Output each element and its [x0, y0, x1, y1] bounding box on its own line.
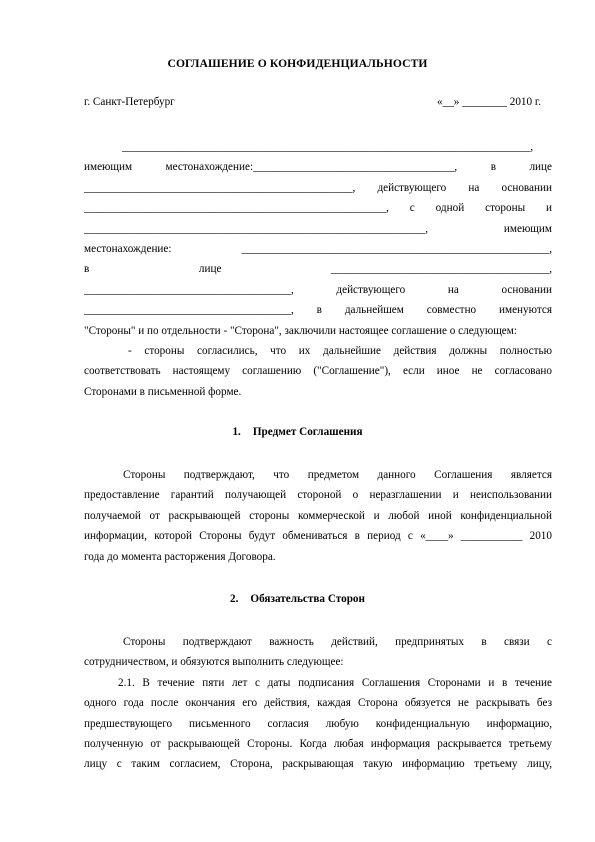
text-line: полученную от раскрывающей Стороны. Когда любая информация раскрывается третьему [84, 737, 552, 750]
section-1-paragraph [84, 465, 552, 567]
preamble-paragraph [84, 341, 552, 402]
text-line: предшествующего письменного согласия любую конфиденциальную информацию, [84, 717, 552, 730]
section-number: 2. [230, 593, 239, 605]
section-title: Обязательства Сторон [250, 593, 365, 605]
section-1-heading [0, 426, 595, 438]
text-line: 2.1. В течение пяти лет с даты подписания Соглашения Сторонами и в течение [118, 676, 552, 689]
text-line: Стороны подтверждают важность действий, предпринятых в связи с [123, 636, 552, 648]
text-line: ________________________________________________, действующего на основании [84, 181, 552, 194]
text-line: предоставление гарантий получающей стороной о неразглашении и неиспользовании [84, 489, 552, 502]
parties-paragraph [84, 137, 552, 341]
text-line: сотрудничеством, и обязуются выполнить следующее: [84, 656, 344, 669]
text-line: имеющим местонахождение:____________________________________, в лице [84, 161, 552, 174]
text-line: соответствовать настоящему соглашению ("Соглашение"), если иное не согласовано [84, 365, 552, 378]
text-line: "Стороны" и по отдельности - "Сторона", заключили настоящее соглашение о следующем: [84, 324, 517, 337]
text-line: Стороны подтверждают, что предметом данного Соглашения является [123, 469, 552, 481]
text-line: Сторонами в письменной форме. [84, 385, 242, 398]
text-line: - стороны согласились, что их дальнейшие действия должны полностью [128, 345, 552, 357]
section-title: Предмет Соглашения [252, 426, 363, 438]
text-line: _____________________________________________________________, имеющим [84, 222, 552, 235]
text-line: ______________________________________________________, с одной стороны и [84, 202, 552, 215]
text-line: _____________________________________, в дальнейшем совместно именуются [84, 304, 552, 317]
text-line: _________________________________________________________________________, [122, 141, 534, 153]
section-number: 1. [232, 426, 241, 438]
text-line: лицу с таким согласием, Сторона, раскрывающая такую информацию третьему лицу, [84, 758, 552, 771]
section-2-heading [0, 593, 595, 605]
section-2-paragraph [84, 632, 552, 775]
text-line: года до момента расторжения Договора. [84, 550, 276, 563]
text-line: информации, которой Стороны будут обмениваться в период с «____» ___________ 2010 [84, 530, 552, 543]
text-line: одного года после окончания его действия, каждая Сторона обязуется не раскрывать без [84, 697, 552, 710]
document-title: СОГЛАШЕНИЕ О КОНФИДЕНЦИАЛЬНОСТИ [167, 57, 428, 70]
text-line: местонахождение: _______________________________________________________, [84, 242, 552, 255]
city: г. Санкт-Петербург [84, 96, 175, 108]
text-line: в лице _______________________________________, [84, 263, 552, 276]
text-line: получаемой от раскрывающей стороны коммерческой и любой иной конфиденциальной [84, 509, 552, 522]
text-line: _____________________________________, действующего на основании [84, 283, 552, 296]
date: «__» ________ 2010 г. [437, 96, 542, 108]
